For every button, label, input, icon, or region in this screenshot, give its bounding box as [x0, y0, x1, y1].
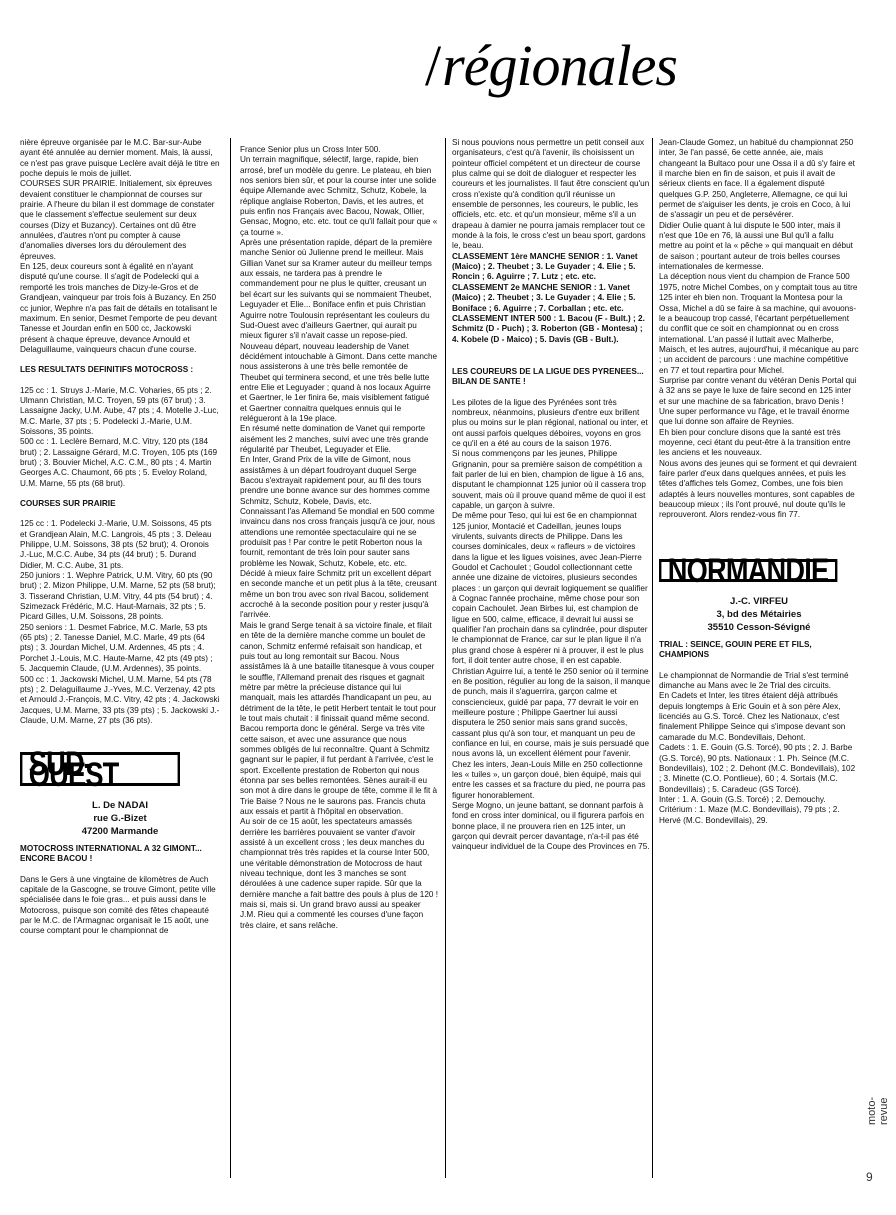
magazine-name: moto-revue	[866, 1096, 890, 1125]
article-paragraph: De même pour Teso, qui lui est 6e en championnat 125 junior, Montacié et Cadeillan, jeunes loups virulents, suivants directs de Philippe. Dans les courses dominicales, deux « rafleurs » de victoires dans la ligue et les ligues voisines, avec Jean-Pierre Goudol et Cachoulet ; Goudol collectionnant cette année une dizaine de victoires, plusieurs secondes places : un garçon qui devrait logiquement se qualifier à Cognac l'année prochaine, même chose pour son copain Cachoulet. Jean Birbes lui, est champion de ligue en 500, calme, efficace, il devrait lui aussi se qualifier l'an prochain dans sa cylindrée, pour disputer le championnat de France, car sur le plan ligue il n'a plus grand chose à espérer ni à prouver, il est le plus fort, il doit tenter autre chose, il en est capable.	[452, 511, 648, 666]
results-paragraph: 125 cc : 1. Podelecki J.-Marie, U.M. Soissons, 45 pts et Grandjean Alain, M.C. Langrois, 45 pts ; 3. Deleau Philippe, U.M. Soissons, 38 pts (52 brut); 4. Oronois J.-Luc, M.C.C. Aube, 34 pts (44 brut) ; 5. Durand Didier, M. C.C. Aube, 31 pts.	[20, 519, 212, 570]
article-paragraph: Didier Oulie quant à lui dispute le 500 inter, mais il n'est que 10e en 76, là aussi une Bul qu'il a fallu mettre au point et la « pêche » qui manquait en début de saison ; pourtant auteur de trois belles courses internationales de kermesse.	[659, 220, 853, 272]
results-paragraph: 250 juniors : 1. Wephre Patrick, U.M. Vitry, 60 pts (90 brut) ; 2. Mizon Philippe, U.M. Marne, 52 pts (58 brut); 3. Tisserand Christian, U.M. Vitry, 44 pts (54 brut) ; 4. Szimezack Frédéric, M.C. Haut-Marnais, 32 pts ; 5. Picard Gilles, U.M. Soissons, 28 points.	[20, 571, 216, 622]
article-paragraph: La déception nous vient du champion de France 500 1975, notre Michel Combes, on y comptait tous au titre 125 inter eh bien non. Troquant la Montesa pour la Ossa, Michel a dû se faire à sa machine, qui avouons-le a beaucoup trop cassé, l'écartant perpétuellement du conflit que ce soit en championnat ou en cross international. L'an passé il luttait avec Malherbe, Maisch, et les autres, aujourd'hui, il mécanique au parc ; un accident de parcours : une machine compétitive en 77 et tout repartira pour Michel.	[659, 272, 859, 375]
page-number: 9	[866, 1170, 873, 1184]
article-headline: LES COUREURS DE LA LIGUE DES PYRENEES... BILAN DE SANTE !	[452, 366, 644, 387]
results-paragraph: 125 cc : 1. Struys J.-Marie, M.C. Voharies, 65 pts ; 2. Ulmann Christian, M.C. Troyen, 59 pts (67 brut) ; 3. Lassaigne Jacky, U.M. Aube, 47 pts ; 4. Motelle J.-Luc, M.C. Marle, 37 pts ; 5. Podelecki J.-Marie, U.M. Soissons, 35 points.	[20, 385, 219, 436]
article-paragraph: nière épreuve organisée par le M.C. Bar-sur-Aube ayant été annulée au dernier moment. Mais, là aussi, ce n'est pas grave puisque Leclère avait déjà le titre en poche depuis le mois de juillet.	[20, 138, 220, 179]
article-paragraph: En 125, deux coureurs sont à égalité en n'ayant disputé qu'une course. Il s'agit de Podelecki qui a remporté les trois manches de Dizy-le-Gros et de Grandjean, vainqueur par trois fois à Buzancy. En 250 cc junior, Wephre n'a pas fait de détails en totalisant le maximum. En senior, Desmet l'emporte de peu devant Tanesse et Jourdan enfin en 500 cc, Jackowski présent à chaque épreuve, devance Arnould et Delaguillaume, vainqueurs chacun d'une course.	[20, 262, 218, 354]
column-4	[659, 138, 859, 826]
article-paragraph: Chez les inters, Jean-Louis Mille en 250 collectionne les « tuiles », un garçon doué, bien équipé, mais qui entre les casses et sa fracture du pied, ne pourra pas figurer honorablement.	[452, 759, 646, 800]
article-paragraph: Jean-Claude Gomez, un habitué du championnat 250 inter, 3e l'an passé, 6e cette année, aie, mais changeant la Bultaco pour une Ossa il a dû s'y faire et il marche bien en fin de saison, et puis il avait de sérieux clients en face. Il a également disputé quelques G.P. 250, Angleterre, Allemagne, ce qui lui permet de s'aiguiser les dents, je crois en Coco, à lui de s'assagir un peu et de persévérer.	[659, 138, 855, 220]
article-paragraph: En Inter, Grand Prix de la ville de Gimont, nous assistâmes à un départ foudroyant duquel Serge Bacou s'extrayait rapidement pour, au fil des tours prendre une bonne avance sur des hommes comme Schmitz, Schutz, Kobele, Davis, etc.	[240, 455, 430, 506]
article-paragraph: COURSES SUR PRAIRIE. Initialement, six épreuves devaient constituer le championnat de courses sur prairie. A l'heure du bilan il est dommage de constater que le classement s'effectue seulement sur deux courses (Dizy et Buzancy). Certaines ont dû être annulées, d'autres n'ont pu compter à cause d'anomalies diverses lors du déroulement des épreuves.	[20, 179, 215, 261]
results-paragraph: 500 cc : 1. Leclère Bernard, M.C. Vitry, 120 pts (184 brut) ; 2. Lassaigne Gérard, M.C. Troyen, 105 pts (169 brut) ; 3. Bouvier Michel, A.C. C.M., 80 pts ; 4. Martin Georges A.C. Chaumont, 66 pts ; 5. Eveloy Roland, U.M. Marne, 55 pts (68 brut).	[20, 437, 218, 488]
region-title-normandie: NORMANDIE	[659, 559, 837, 582]
article-paragraph: En résumé nette domination de Vanet qui remporte aisément les 2 manches, suivi avec une très grande régularité par Theubet, Leguyader et Elie.	[240, 424, 429, 454]
article-paragraph: Au soir de ce 15 août, les spectateurs amassés derrière les barrières pouvaient se vanter d'avoir assisté à un excellent cross ; les deux manches du championnat très très rapides et la course Inter 500, une véritable démonstration de Motocross de haut niveau technique, dont les 3 manches se sont déroulées à une cadence super rapide. Sûr que la dernière manche a fait battre des pouls à plus de 120 ! mais si, mais si. Un grand bravo aussi au speaker J.M. Rieu qui a commenté les courses d'une façon très claire, et sans relâche.	[240, 817, 438, 930]
column-divider	[652, 138, 653, 1178]
region-title-sud-ouest: SUD-OUEST	[20, 752, 180, 786]
article-paragraph: Serge Mogno, un jeune battant, se donnant parfois à fond en cross inter dominical, ou il figurera parfois en bonne place, il ne prouvera rien en 125 inter, un garçon qui devrait percer davantage, n'a-t-il pas été vainqueur individuel de la Coupe des Provinces en 75.	[452, 800, 650, 852]
article-paragraph: Le championnat de Normandie de Trial s'est terminé dimanche au Mans avec le 2e Trial des circuits.	[659, 670, 849, 691]
article-paragraph: Connaissant l'as Allemand 5e mondial en 500 comme invaincu dans nos cross français jusqu'à ce jour, nous attendions une remontée spectaculaire qui ne se produisit pas ! Par contre le petit Roberton nous la fournit, remontant de très loin pour sauter sans problème les Nowak, Schutz, Kobele, etc. etc.	[240, 507, 435, 568]
results-paragraph: Critérium : 1. Maze (M.C. Bondevillais), 79 pts ; 2. Hervé (M.C. Bondevillais), 29.	[659, 805, 840, 825]
correspondent-address: J.-C. VIRFEU 3, bd des Métairies 35510 Cesson-Sévigné	[707, 596, 811, 634]
results-paragraph: 500 cc : 1. Jackowski Michel, U.M. Marne, 54 pts (78 pts) ; 2. Delaguillaume J.-Yves, M.C. Verzenay, 42 pts et Arnould J.-François, M.C. Vitry, 42 pts ; 4. Jackowski Jacques, U.M. Marne, 33 pts (39 pts) ; 5. Jackowski J.-Claude, U.M. Marne, 27 pts (36 pts).	[20, 674, 220, 725]
article-paragraph: Nous avons des jeunes qui se forment et qui devraient faire parler d'eux dans quelques années, et puis les têtes d'affiches tels Gomez, Combes, une fois bien adaptés à leurs nouvelles montures, sont capables de beaucoup mieux ; ils l'ont prouvé, nul doute qu'ils le reprouveront. Alors rendez-vous fin 77.	[659, 458, 857, 520]
article-paragraph: Les pilotes de la ligue des Pyrénées sont très nombreux, néanmoins, plusieurs d'entre eux brillent plus ou moins sur le plan régional, national ou inter, et ont aussi parfois quelques déboires, voyons en gros ce qu'il en a été au cours de la saison 1976.	[452, 397, 648, 448]
results-paragraph: CLASSEMENT 1ère MANCHE SENIOR : 1. Vanet (Maico) ; 2. Theubet ; 3. Le Guyader ; 4. Elie ; 5. Roncin ; 6. Aguirre ; 7. Lutz ; etc. etc.	[452, 251, 638, 282]
article-paragraph: Décidé à mieux faire Schmitz prit un excellent départ en seconde manche et un petit plus à la tête, creusant même un bon trou avec son rival Bacou, solidement accroché à la seconde position pour y rester jusqu'à l'arrivée.	[240, 569, 437, 620]
column-divider	[230, 138, 231, 1178]
page-title: /régionales	[425, 33, 677, 98]
column-2	[240, 145, 438, 931]
results-paragraph: 250 seniors : 1. Desmet Fabrice, M.C. Marle, 53 pts (65 pts) ; 2. Tanesse Daniel, M.C. Marle, 49 pts (64 pts) ; 3. Jourdan Michel, U.M. Ardennes, 45 pts ; 4. Porchet J.-Louis, M.C. Haute-Marne, 42 pts (49 pts) ; 5. Jacquemin Claude, (U.M. Ardennes), 35 points.	[20, 622, 213, 674]
article-paragraph: Un terrain magnifique, sélectif, large, rapide, bien arrosé, bref un modèle du genre. Le plateau, eh bien nos seniors bien sûr, et pour la course inter une solide équipe Allemande avec Schmitz, Schutz, Kobele, la réplique anglaise Roberton, Davis, et les autres, et puis enfin nos Français avec Bacou, Nowak, Ollier, Gensac, Mogno, etc. etc. tout ce qu'il fallait pour que « ça tourne ».	[240, 155, 438, 237]
column-3	[452, 138, 650, 853]
article-paragraph: Christian Aguirre lui, a tenté le 250 senior où il termine en 8e position, régulier au long de la saison, il manque de punch, mais il s'aguerrira, garçon calme et consciencieux, guidé par papa, 77 devrait le voir en meilleure posture ; Philippe Gaertner lui aussi disputera le 250 senior mais sans grand succès, cassant plus qu'à son tour, et manquant un peu de confiance en lui, en course, mais je suis persuadé que nous avons là, un excellent élément pour l'avenir.	[452, 666, 650, 759]
results-paragraph: CLASSEMENT 2e MANCHE SENIOR : 1. Vanet (Maico) ; 2. Theubet ; 3. Le Guyader ; 4. Elie ; 5. Boniface ; 6. Aguirre ; 7. Corballan ; etc. etc.	[452, 282, 636, 313]
article-headline: MOTOCROSS INTERNATIONAL A 32 GIMONT... ENCORE BACOU !	[20, 843, 202, 864]
results-paragraph: Inter : 1. A. Gouin (G.S. Torcé) ; 2. Demouchy.	[659, 794, 826, 804]
article-paragraph: Surprise par contre venant du vétéran Denis Portal qui à 32 ans se paye le luxe de faire second en 125 inter et sur une machine de sa fabrication, bravo Denis ! Une super performance vu l'âge, et le travail énorme que lui donne son affaire de Reynies.	[659, 375, 857, 427]
results-paragraph: Cadets : 1. E. Gouin (G.S. Torcé), 90 pts ; 2. J. Barbe (G.S. Torcé), 90 pts. Nationaux : 1. Ph. Seince (M.C. Bondevillais), 102 ; 2. Dehont (M.C. Bondevillais), 102 ; 3. Minette (C.O. Pontlieue), 60 ; 4. Sortais (M.C. Bondevillais) ; 5. Caradeuc (GS Torcé).	[659, 743, 856, 794]
article-paragraph: France Senior plus un Cross Inter 500.	[240, 145, 381, 154]
article-paragraph: Eh bien pour conclure disons que la santé est très moyenne, ceci étant du peut-être à la transition entre les anciens et les nouveaux.	[659, 427, 851, 458]
column-divider	[445, 138, 446, 1178]
section-heading: COURSES SUR PRAIRIE	[20, 499, 116, 508]
article-paragraph: Dans le Gers à une vingtaine de kilomètres de Auch capitale de la Gascogne, se trouve Gimont, petite ville spécialisée dans le foie gras... et puis aussi dans le Motocross, puisque son comité des fêtes chapeauté par le M.C. de l'Armagnac organisait le 15 août, une course comptant pour le championnat de	[20, 874, 216, 936]
results-paragraph: CLASSEMENT INTER 500 : 1. Bacou (F - Bult.) ; 2. Schmitz (D - Puch) ; 3. Roberton (GB - Montesa) ; 4. Kobele (D - Maico) ; 5. Davis (GB - Bult.).	[452, 313, 645, 344]
article-paragraph: Après une présentation rapide, départ de la première manche Senior où Julienne prend le meilleur. Mais Gillian Vanet sur sa Kramer auteur du meilleur temps aux essais, ne tardera pas à prendre le commandement pour ne plus le quitter, creusant un bel écart sur les suivants qui se nommaient Theubet, Leguyader et Elie... Boniface enfin et puis Christian Aguirre notre Toulousin représentant les couleurs du Sud-Ouest avec d'ailleurs Gaertner, qui aurait pu mieux figurer s'il n'avait casse un repose-pied.	[240, 238, 433, 341]
section-heading: LES RESULTATS DEFINITIFS MOTOCROSS :	[20, 365, 194, 375]
article-headline: TRIAL : SEINCE, GOUIN PERE ET FILS, CHAMPIONS	[659, 640, 812, 660]
article-paragraph: Si nous pouvions nous permettre un petit conseil aux organisateurs, c'est qu'à l'avenir, ils choisissent un pointeur officiel compétent et un directeur de course plus calme qui se doit de dialoguer et respecter les coureurs et les journalistes. Il faut être conscient qu'un cross n'existe qu'à condition qu'il réunisse un ensemble de personnes, les coureurs, le public, les officiels, etc. etc. et qu'un monsieur, même s'il a un drapeau à damier ne pourra jamais remplacer tout ce monde à la fois, le cross c'est un beau sport, gardons le, beau.	[452, 138, 650, 251]
article-paragraph: En Cadets et Inter, les titres étaient déjà attribués depuis longtemps à Eric Gouin et à son père Alex, licenciés au G.S. Torcé. Chez les Nationaux, c'est finalement Philippe Seince qui s'impose devant son camarade du M.C. Bondevillais, Dehont.	[659, 691, 846, 742]
article-paragraph: Si nous commençons par les jeunes, Philippe Grignanin, pour sa première saison de compétition a fait parler de lui en bien, champion de ligue à 16 ans, disputant le championnat 125 junior où il cassera trop souvent, mais où il prouve quand même de quoi il est capable, un garçon à suivre.	[452, 449, 646, 510]
article-paragraph: Mais le grand Serge tenait à sa victoire finale, et filait en tête de la dernière manche comme un boulet de canon, Schmitz enfermé refaisait son handicap, et puis tout au long remontait sur Bacou. Nous assistâmes là à une bataille titanesque à vous couper le souffle, l'Allemand prenait des risques et gagnait mètre par mètre la précieuse distance qui lui manquait, mais les attardés l'handicapant un peu, au détriment de la tête, le petit Herbert tentait le tout pour le tout mais chutait : il finissait quand même second. Bacou remporta donc le général. Serge va très vite cette saison, et avec une assurance que nous sommes obligés de lui reconnaître. Quant à Schmitz gagnant sur le papier, il fut perdant à l'arrivée, c'est le sport. Excellente prestation de Roberton qui nous étonna par ses belles remontées. Sènes aurait-il eu son mot à dire dans le groupe de tête, comme il le fit à Trie Baise ? Nous ne le saurons pas. Francis chuta aux essais et partit à l'hôpital en observation.	[240, 620, 438, 816]
column-1	[20, 138, 220, 937]
correspondent-address: L. De NADAI rue G.-Bizet 47200 Marmande	[81, 799, 159, 837]
article-paragraph: Nouveau départ, nouveau leadership de Vanet décidément intouchable à Gimont. Dans cette manche nous assisterons à une très belle remontée de Theubet qui terminera second, et une très belle lutte entre Elie et Leguyader ; quand à nos locaux Aguirre et Gaertner, le 1er finira 6e, mais visiblement fatigué et Gaertner connaitra quelques ennuis qui le relégueront à la 19e place.	[240, 341, 438, 423]
